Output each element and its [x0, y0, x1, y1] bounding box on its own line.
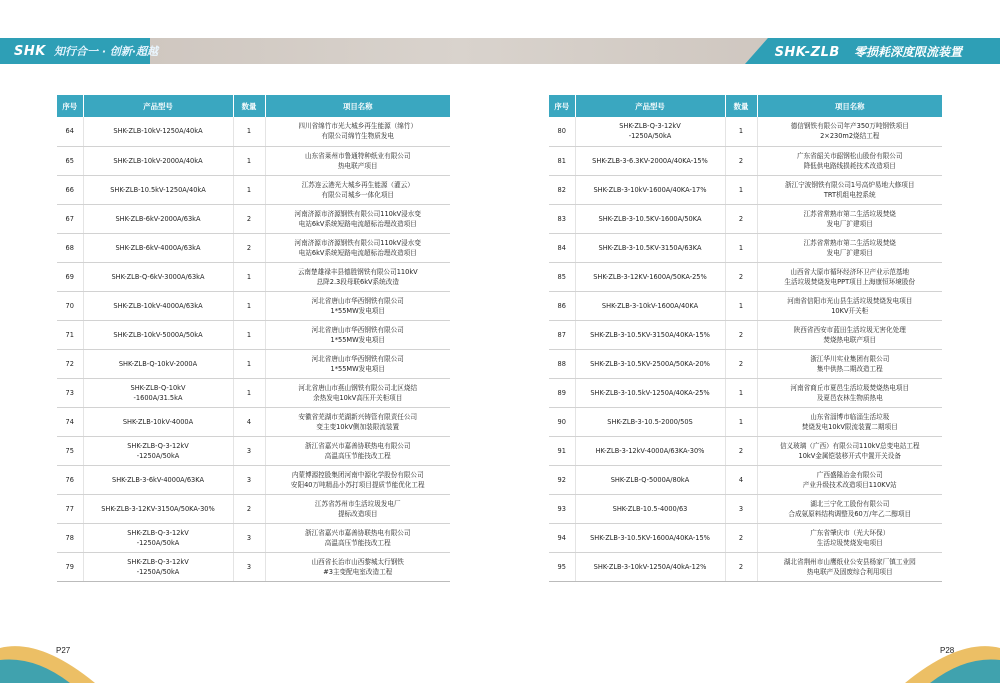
cell-qty: 2: [233, 204, 265, 233]
cell-model: SHK-ZLB-Q-3-12kV -1250A/50kA: [83, 436, 233, 465]
cell-model: SHK-ZLB-Q-6kV-3000A/63kA: [83, 262, 233, 291]
page-number-left: P27: [56, 646, 71, 655]
cell-qty: 1: [233, 117, 265, 146]
cell-model: SHK-ZLB-Q-3-12kV -1250A/50kA: [575, 117, 725, 146]
cell-model: SHK-ZLB-6kV-2000A/63kA: [83, 204, 233, 233]
project-table-left: [57, 95, 450, 582]
col-header-project: 项目名称: [757, 95, 942, 117]
cell-no: 92: [549, 465, 575, 494]
cell-project: 浙江华川实业集团有限公司 集中供热二期改造工程: [757, 349, 942, 378]
cell-qty: 2: [725, 436, 757, 465]
cell-project: 江苏省苏州市生活垃圾发电厂 提标改造项目: [265, 494, 450, 523]
cell-qty: 1: [725, 378, 757, 407]
cell-no: 88: [549, 349, 575, 378]
cell-model: SHK-ZLB-3-6kV-4000A/63KA: [83, 465, 233, 494]
table-row: [549, 494, 942, 523]
cell-model: SHK-ZLB-10kV-2000A/40kA: [83, 146, 233, 175]
cell-model: SHK-ZLB-3-10.5KV-1600A/40KA-15%: [575, 523, 725, 552]
cell-no: 76: [57, 465, 83, 494]
cell-project: 河北省唐山市华西钢铁有限公司 1*55MW发电项目: [265, 320, 450, 349]
cell-model: SHK-ZLB-10.5kV-1250A/40kA: [83, 175, 233, 204]
table-row: [549, 378, 942, 407]
cell-model: SHK-ZLB-3-10.5KV-3150A/40KA-15%: [575, 320, 725, 349]
header-left-brand: [14, 43, 158, 59]
cell-no: 75: [57, 436, 83, 465]
table-row: [549, 523, 942, 552]
table-row: [549, 320, 942, 349]
cell-no: 79: [57, 552, 83, 581]
table-row: [549, 291, 942, 320]
cell-qty: 1: [233, 349, 265, 378]
cell-no: 94: [549, 523, 575, 552]
col-header-qty: 数量: [725, 95, 757, 117]
cell-no: 66: [57, 175, 83, 204]
cell-model: SHK-ZLB-3-10.5KV-3150A/63KA: [575, 233, 725, 262]
table-row: [549, 552, 942, 581]
cell-model: SHK-ZLB-10kV-4000A: [83, 407, 233, 436]
cell-project: 河南济源市济源钢铁有限公司110kV浸水变 电站6kV系统短路电流超标治理改造项目: [265, 233, 450, 262]
cell-no: 71: [57, 320, 83, 349]
table-row: [57, 523, 450, 552]
cell-project: 河北省唐山市燕山钢铁有限公司北区烧结 余热发电10kV高压开关柜项目: [265, 378, 450, 407]
cell-project: 江苏省常熟市第二生活垃圾焚烧 发电厂扩建项目: [757, 233, 942, 262]
cell-model: SHK-ZLB-Q-5000A/80kA: [575, 465, 725, 494]
project-table-right: [549, 95, 942, 582]
cell-project: 山东省莱州市鲁通特种纸业有限公司 热电联产项目: [265, 146, 450, 175]
col-header-model: 产品型号: [83, 95, 233, 117]
cell-no: 70: [57, 291, 83, 320]
cell-model: SHK-ZLB-10kV-1250A/40kA: [83, 117, 233, 146]
cell-no: 74: [57, 407, 83, 436]
cell-project: 浙江省嘉兴市嘉善协联热电有限公司 高温高压节能技改工程: [265, 436, 450, 465]
cell-qty: 1: [725, 291, 757, 320]
cell-no: 95: [549, 552, 575, 581]
header-right-title: [775, 43, 962, 60]
brand-slogan: 知行合一 · 创新·超越: [54, 45, 159, 58]
col-header-qty: 数量: [233, 95, 265, 117]
product-logo: SHK-ZLB: [774, 45, 840, 60]
cell-qty: 2: [725, 523, 757, 552]
cell-project: 浙江宁波钢铁有限公司1号高炉易地大修项目 TRT机组电控系统: [757, 175, 942, 204]
cell-project: 陕西省西安市蓝田生活垃圾无害化处理 焚烧热电联产项目: [757, 320, 942, 349]
cell-project: 河南省信阳市光山县生活垃圾焚烧发电项目 10KV开关柜: [757, 291, 942, 320]
cell-project: 广东省肇庆市（光大环保） 生活垃圾焚烧发电项目: [757, 523, 942, 552]
cell-no: 93: [549, 494, 575, 523]
cell-project: 云南楚雄禄丰县德胜钢铁有限公司110kV 总降2.3段母联6kV系统改造: [265, 262, 450, 291]
cell-qty: 4: [233, 407, 265, 436]
cell-qty: 2: [725, 262, 757, 291]
table-header-row: [549, 95, 942, 117]
cell-model: SHK-ZLB-6kV-4000A/63kA: [83, 233, 233, 262]
corner-decoration-right: [905, 628, 1000, 683]
cell-qty: 4: [725, 465, 757, 494]
cell-project: 河南济源市济源钢铁有限公司110kV浸水变 电站6kV系统短路电流超标治理改造项目: [265, 204, 450, 233]
table-row: [57, 465, 450, 494]
cell-model: SHK-ZLB-3-10.5KV-2500A/50KA-20%: [575, 349, 725, 378]
table-row: [57, 320, 450, 349]
col-header-project: 项目名称: [265, 95, 450, 117]
cell-qty: 1: [233, 291, 265, 320]
product-title: 零损耗深度限流装置: [853, 45, 962, 59]
cell-no: 72: [57, 349, 83, 378]
table-row: [549, 175, 942, 204]
table-row: [549, 146, 942, 175]
cell-project: 四川省绵竹市光大城乡再生能源（绵竹） 有限公司绵竹生物质发电: [265, 117, 450, 146]
table-row: [549, 204, 942, 233]
table-row: [549, 262, 942, 291]
cell-project: 湖北省荆州市山鹰纸业公安县杨家厂镇工业园 热电联产及固废综合利用项目: [757, 552, 942, 581]
table-row: [57, 378, 450, 407]
cell-qty: 3: [725, 494, 757, 523]
cell-model: SHK-ZLB-10kV-4000A/63kA: [83, 291, 233, 320]
cell-no: 69: [57, 262, 83, 291]
cell-project: 山东省淄博市临淄生活垃圾 焚烧发电10kV限流装置二期项目: [757, 407, 942, 436]
cell-project: 德信钢铁有限公司年产350万吨钢铁项目 2×230m2烧结工程: [757, 117, 942, 146]
cell-qty: 2: [725, 552, 757, 581]
cell-no: 73: [57, 378, 83, 407]
cell-no: 81: [549, 146, 575, 175]
table-row: [549, 436, 942, 465]
cell-no: 85: [549, 262, 575, 291]
cell-model: SHK-ZLB-3-10.5KV-1600A/50KA: [575, 204, 725, 233]
table-row: [57, 407, 450, 436]
cell-project: 广西盛隆冶金有限公司 产业升级技术改造项目110KV站: [757, 465, 942, 494]
table-row: [57, 494, 450, 523]
cell-project: 内蒙博源控股集团河南中源化学股份有限公司 安阳40万吨精品小苏打项目提质节能优化工程: [265, 465, 450, 494]
brand-logo: SHK: [14, 44, 46, 59]
col-header-no: 序号: [57, 95, 83, 117]
cell-model: SHK-ZLB-10.5-4000/63: [575, 494, 725, 523]
cell-no: 82: [549, 175, 575, 204]
table-row: [57, 349, 450, 378]
corner-decoration-left: [0, 628, 95, 683]
table-row: [57, 117, 450, 146]
cell-project: 河北省唐山市华西钢铁有限公司 1*55MW发电项目: [265, 291, 450, 320]
table-row: [57, 146, 450, 175]
col-header-no: 序号: [549, 95, 575, 117]
cell-qty: 1: [725, 233, 757, 262]
cell-qty: 2: [725, 204, 757, 233]
cell-project: 河南省商丘市夏邑生活垃圾焚烧热电项目 及夏邑农林生物质热电: [757, 378, 942, 407]
table-row: [549, 117, 942, 146]
col-header-model: 产品型号: [575, 95, 725, 117]
cell-project: 江苏省常熟市第二生活垃圾焚烧 发电厂扩建项目: [757, 204, 942, 233]
cell-project: 信义玻璃（广西）有限公司110kV总变电站工程 10kV金属铠装移开式中置开关设备: [757, 436, 942, 465]
cell-qty: 3: [233, 436, 265, 465]
cell-qty: 2: [725, 320, 757, 349]
cell-project: 江苏连云港光大城乡再生能源（灌云） 有限公司城乡一体化项目: [265, 175, 450, 204]
cell-project: 河北省唐山市华西钢铁有限公司 1*55MW发电项目: [265, 349, 450, 378]
cell-no: 91: [549, 436, 575, 465]
table-header-row: [57, 95, 450, 117]
cell-model: SHK-ZLB-3-10.5kV-1250A/40KA-25%: [575, 378, 725, 407]
table-row: [549, 407, 942, 436]
cell-qty: 3: [233, 552, 265, 581]
cell-model: SHK-ZLB-Q-10kV-2000A: [83, 349, 233, 378]
cell-no: 77: [57, 494, 83, 523]
page-header-band: [0, 38, 1000, 64]
cell-qty: 2: [725, 349, 757, 378]
cell-qty: 1: [725, 407, 757, 436]
cell-qty: 2: [233, 494, 265, 523]
cell-no: 90: [549, 407, 575, 436]
header-middle-band: [150, 38, 770, 64]
cell-model: SHK-ZLB-Q-3-12kV -1250A/50kA: [83, 523, 233, 552]
cell-project: 浙江省嘉兴市嘉善协联热电有限公司 高温高压节能技改工程: [265, 523, 450, 552]
cell-model: HK-ZLB-3-12kV-4000A/63KA-30%: [575, 436, 725, 465]
cell-qty: 1: [233, 262, 265, 291]
cell-model: SHK-ZLB-3-12KV-1600A/50KA-25%: [575, 262, 725, 291]
cell-qty: 1: [233, 320, 265, 349]
cell-project: 山西省长治市山西黎城太行钢铁 #3主变配电室改造工程: [265, 552, 450, 581]
cell-model: SHK-ZLB-3-6.3KV-2000A/40KA-15%: [575, 146, 725, 175]
cell-qty: 2: [233, 233, 265, 262]
cell-model: SHK-ZLB-10kV-5000A/50kA: [83, 320, 233, 349]
cell-no: 83: [549, 204, 575, 233]
table-row: [57, 552, 450, 581]
table-row: [57, 204, 450, 233]
cell-no: 67: [57, 204, 83, 233]
cell-model: SHK-ZLB-3-12KV-3150A/50KA-30%: [83, 494, 233, 523]
cell-project: 湖北三宁化工股份有限公司 合成氨原料结构调整及60万/年乙二醇项目: [757, 494, 942, 523]
cell-qty: 2: [725, 146, 757, 175]
cell-model: SHK-ZLB-3-10kV-1600A/40KA: [575, 291, 725, 320]
cell-no: 80: [549, 117, 575, 146]
cell-model: SHK-ZLB-Q-3-12kV -1250A/50kA: [83, 552, 233, 581]
table-row: [549, 349, 942, 378]
cell-no: 65: [57, 146, 83, 175]
cell-qty: 1: [725, 117, 757, 146]
cell-no: 89: [549, 378, 575, 407]
table-row: [57, 291, 450, 320]
table-row: [57, 175, 450, 204]
cell-model: SHK-ZLB-3-10kV-1250A/40kA-12%: [575, 552, 725, 581]
table-row: [57, 436, 450, 465]
table-row: [57, 233, 450, 262]
table-row: [549, 233, 942, 262]
cell-qty: 3: [233, 523, 265, 552]
cell-model: SHK-ZLB-3-10kV-1600A/40KA-17%: [575, 175, 725, 204]
cell-project: 广东省韶关市韶钢松山股份有限公司 降低供电路线损耗技术改造项目: [757, 146, 942, 175]
cell-qty: 1: [233, 175, 265, 204]
table-row: [57, 262, 450, 291]
cell-no: 84: [549, 233, 575, 262]
cell-no: 78: [57, 523, 83, 552]
cell-no: 64: [57, 117, 83, 146]
cell-no: 68: [57, 233, 83, 262]
cell-project: 安徽省芜湖市芜湖新兴铸管有限责任公司 变主变10kV侧加装限流装置: [265, 407, 450, 436]
cell-no: 86: [549, 291, 575, 320]
page-number-right: P28: [940, 646, 955, 655]
cell-qty: 3: [233, 465, 265, 494]
table-row: [549, 465, 942, 494]
cell-qty: 1: [233, 378, 265, 407]
cell-qty: 1: [233, 146, 265, 175]
cell-no: 87: [549, 320, 575, 349]
cell-project: 山西省大原市循环经济环卫产业示范基地 生活垃圾焚烧发电PPT项目上海康恒环境股份: [757, 262, 942, 291]
cell-qty: 1: [725, 175, 757, 204]
cell-model: SHK-ZLB-3-10.5-2000/50S: [575, 407, 725, 436]
cell-model: SHK-ZLB-Q-10kV -1600A/31.5kA: [83, 378, 233, 407]
